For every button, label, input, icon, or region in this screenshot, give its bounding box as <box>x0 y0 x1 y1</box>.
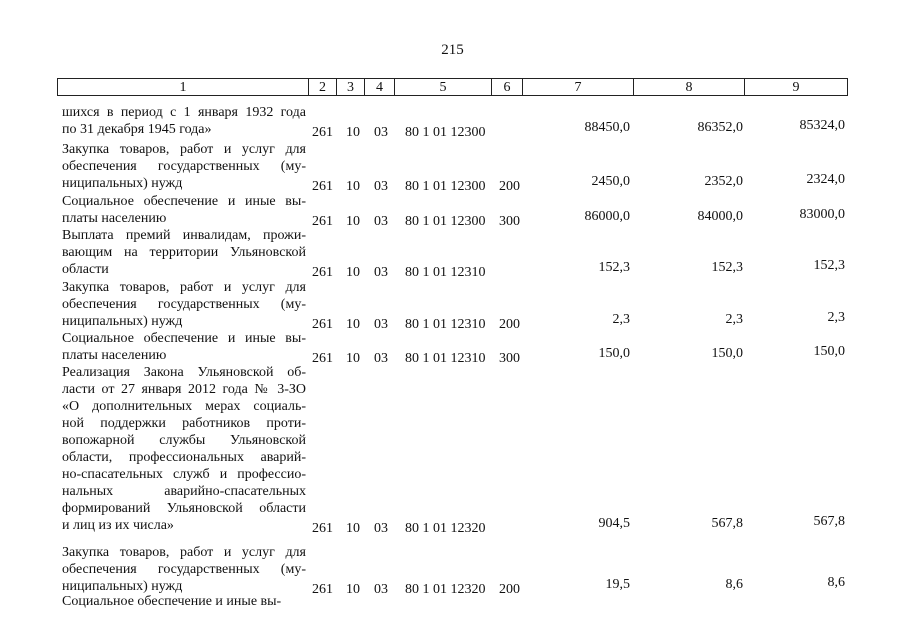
description-line: Закупка товаров, работ и услуг для <box>62 142 306 157</box>
amount-col7: 2450,0 <box>591 174 630 189</box>
subsection-code: 03 <box>374 179 388 194</box>
ministry-code: 261 <box>312 521 333 536</box>
description-line: Реализация Закона Ульяновской об- <box>62 365 306 380</box>
description-line: вопожарной службы Ульяновской <box>62 433 306 448</box>
header-cell-2: 2 <box>309 79 337 95</box>
section-code: 10 <box>346 214 360 229</box>
description-line: Выплата премий инвалидам, прожи- <box>62 228 306 243</box>
amount-col8: 84000,0 <box>697 209 743 224</box>
description-line: ниципальных) нужд <box>62 314 183 329</box>
target-article-code: 80 1 01 12300 <box>405 214 486 229</box>
section-code: 10 <box>346 351 360 366</box>
expense-type-code: 200 <box>499 179 520 194</box>
description-line: вающим на территории Ульяновской <box>62 245 306 260</box>
description-line: платы населению <box>62 348 167 363</box>
subsection-code: 03 <box>374 582 388 597</box>
amount-col9: 2324,0 <box>806 172 845 187</box>
target-article-code: 80 1 01 12320 <box>405 582 486 597</box>
amount-col9: 150,0 <box>813 344 845 359</box>
description-line: платы населению <box>62 211 167 226</box>
amount-col9: 85324,0 <box>799 118 845 133</box>
row-description <box>62 593 306 610</box>
page-number: 215 <box>441 42 464 58</box>
description-line: области <box>62 262 109 277</box>
description-line: области, профессиональных аварий- <box>62 450 306 465</box>
ministry-code: 261 <box>312 125 333 140</box>
ministry-code: 261 <box>312 265 333 280</box>
target-article-code: 80 1 01 12310 <box>405 265 486 280</box>
section-code: 10 <box>346 582 360 597</box>
section-code: 10 <box>346 265 360 280</box>
description-line: ниципальных) нужд <box>62 579 183 594</box>
amount-col9: 567,8 <box>813 514 845 529</box>
description-line: ной поддержки работников проти- <box>62 416 306 431</box>
amount-col7: 19,5 <box>605 577 630 592</box>
row-description <box>62 364 306 534</box>
target-article-code: 80 1 01 12300 <box>405 125 486 140</box>
amount-col9: 2,3 <box>827 310 845 325</box>
description-line: Социальное обеспечение и иные вы- <box>62 331 306 346</box>
amount-col8: 2352,0 <box>704 174 743 189</box>
row-description <box>62 227 306 278</box>
target-article-code: 80 1 01 12310 <box>405 317 486 332</box>
section-code: 10 <box>346 317 360 332</box>
subsection-code: 03 <box>374 265 388 280</box>
row-description <box>62 193 306 227</box>
ministry-code: 261 <box>312 351 333 366</box>
amount-col7: 88450,0 <box>584 120 630 135</box>
ministry-code: 261 <box>312 317 333 332</box>
amount-col9: 8,6 <box>827 575 845 590</box>
subsection-code: 03 <box>374 521 388 536</box>
description-line: по 31 декабря 1945 года» <box>62 122 212 137</box>
amount-col8: 8,6 <box>725 577 743 592</box>
header-cell-6: 6 <box>492 79 523 95</box>
description-line: нальных аварийно-спасательных <box>62 484 306 499</box>
header-cell-1: 1 <box>58 79 309 95</box>
amount-col7: 2,3 <box>612 312 630 327</box>
ministry-code: 261 <box>312 214 333 229</box>
description-line: формирований Ульяновской области <box>62 501 306 516</box>
amount-col7: 904,5 <box>598 516 630 531</box>
description-line: обеспечения государственных (му- <box>62 297 306 312</box>
amount-col8: 150,0 <box>711 346 743 361</box>
target-article-code: 80 1 01 12300 <box>405 179 486 194</box>
amount-col7: 86000,0 <box>584 209 630 224</box>
target-article-code: 80 1 01 12310 <box>405 351 486 366</box>
amount-col8: 152,3 <box>711 260 743 275</box>
amount-col8: 86352,0 <box>697 120 743 135</box>
amount-col7: 152,3 <box>598 260 630 275</box>
description-line: и лиц из их числа» <box>62 518 174 533</box>
section-code: 10 <box>346 521 360 536</box>
description-line: но-спасательных служб и профессио- <box>62 467 306 482</box>
subsection-code: 03 <box>374 351 388 366</box>
header-cell-9: 9 <box>792 80 800 95</box>
expense-type-code: 300 <box>499 214 520 229</box>
target-article-code: 80 1 01 12320 <box>405 521 486 536</box>
row-description <box>62 141 306 192</box>
subsection-code: 03 <box>374 125 388 140</box>
expense-type-code: 200 <box>499 582 520 597</box>
amount-col8: 2,3 <box>725 312 743 327</box>
description-line: Закупка товаров, работ и услуг для <box>62 545 306 560</box>
table-header-row <box>57 78 848 96</box>
amount-col7: 150,0 <box>598 346 630 361</box>
description-line: ласти от 27 января 2012 года № 3-ЗО <box>62 382 306 397</box>
ministry-code: 261 <box>312 179 333 194</box>
header-cell-7: 7 <box>523 79 634 95</box>
description-line: обеспечения государственных (му- <box>62 159 306 174</box>
amount-col9: 83000,0 <box>799 207 845 222</box>
header-cell-4: 4 <box>365 79 395 95</box>
amount-col9: 152,3 <box>813 258 845 273</box>
header-cell-8: 8 <box>634 79 745 95</box>
subsection-code: 03 <box>374 214 388 229</box>
section-code: 10 <box>346 179 360 194</box>
description-line: обеспечения государственных (му- <box>62 562 306 577</box>
amount-col8: 567,8 <box>711 516 743 531</box>
description-line: «О дополнительных мерах социаль- <box>62 399 306 414</box>
description-line: Социальное обеспечение и иные вы- <box>62 194 306 209</box>
row-description <box>62 330 306 364</box>
expense-type-code: 300 <box>499 351 520 366</box>
row-description <box>62 104 306 138</box>
description-line: Социальное обеспечение и иные вы- <box>62 594 282 609</box>
row-description <box>62 279 306 330</box>
expense-type-code: 200 <box>499 317 520 332</box>
header-cell-5: 5 <box>395 79 492 95</box>
description-line: ниципальных) нужд <box>62 176 183 191</box>
header-cell-3: 3 <box>337 79 365 95</box>
ministry-code: 261 <box>312 582 333 597</box>
row-description <box>62 544 306 595</box>
subsection-code: 03 <box>374 317 388 332</box>
description-line: шихся в период с 1 января 1932 года <box>62 105 306 120</box>
section-code: 10 <box>346 125 360 140</box>
description-line: Закупка товаров, работ и услуг для <box>62 280 306 295</box>
